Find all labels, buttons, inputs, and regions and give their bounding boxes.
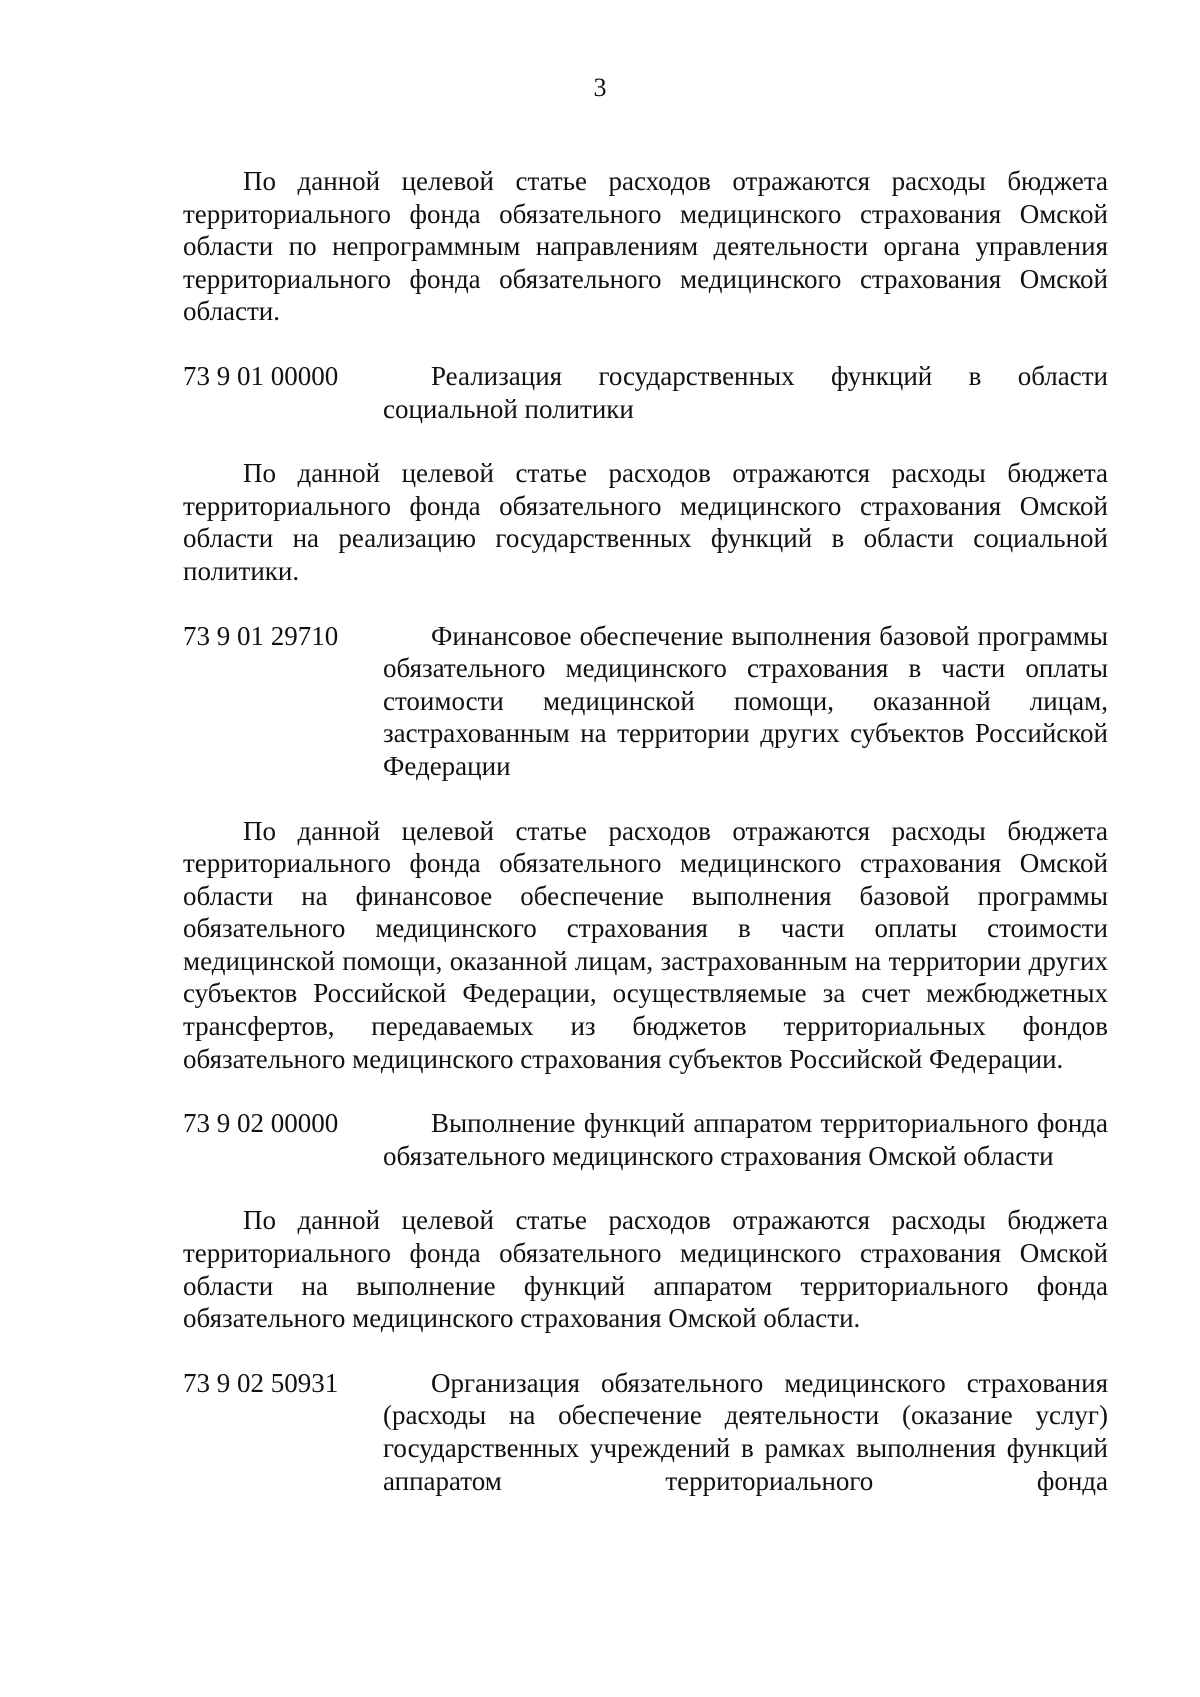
article-code: 73 9 02 00000 xyxy=(183,1108,339,1139)
article-code: 73 9 02 50931 xyxy=(183,1367,339,1398)
page-number: 3 xyxy=(593,73,607,102)
paragraph: По данной целевой статье расходов отражаются расходы бюджета территориального фонда обязательного медицинского страхования Омской области на реализацию государственных функций в области социальной политики. xyxy=(183,458,1108,586)
article-code: 73 9 01 00000 xyxy=(183,360,339,391)
expense-article-entry xyxy=(183,360,1108,425)
article-code: 73 9 01 29710 xyxy=(183,620,339,651)
paragraph: По данной целевой статье расходов отражаются расходы бюджета территориального фонда обязательного медицинского страхования Омской области на финансовое обеспечение выполнения базовой программы обязательного медицинского страхования в части оплаты стоимости медицинской помощи, оказанной лицам, застрахованным на территории других субъектов Российской Федерации, осуществляемые за счет межбюджетных трансфертов, передаваемых из бюджетов территориальных фондов обязательного медицинского страхования субъектов Российской Федерации. xyxy=(183,815,1108,1074)
article-title: Реализация государственных функций в области социальной политики xyxy=(383,360,1108,424)
expense-article-entry xyxy=(183,1367,1108,1497)
expense-article-entry xyxy=(183,620,1108,783)
expense-article-entry xyxy=(183,1107,1108,1172)
paragraph: По данной целевой статье расходов отражаются расходы бюджета территориального фонда обязательного медицинского страхования Омской области по непрограммным направлениям деятельности органа управления территориального фонда обязательного медицинского страхования Омской области. xyxy=(183,166,1108,327)
document-body xyxy=(183,165,1108,1497)
paragraph: По данной целевой статье расходов отражаются расходы бюджета территориального фонда обязательного медицинского страхования Омской области на выполнение функций аппаратом территориального фонда обязательного медицинского страхования Омской области. xyxy=(183,1205,1108,1334)
article-title: Выполнение функций аппаратом территориального фонда обязательного медицинского страхования Омской области xyxy=(383,1108,1108,1171)
article-title: Финансовое обеспечение выполнения базовой программы обязательного медицинского страхования в части оплаты стоимости медицинской помощи, оказанной лицам, застрахованным на территории других субъектов Российской Федерации xyxy=(383,620,1108,781)
article-title: Организация обязательного медицинского страхования (расходы на обеспечение деятельности (оказание услуг) государственных учреждений в рамках выполнения функций аппаратом территориального фонда xyxy=(383,1367,1108,1496)
